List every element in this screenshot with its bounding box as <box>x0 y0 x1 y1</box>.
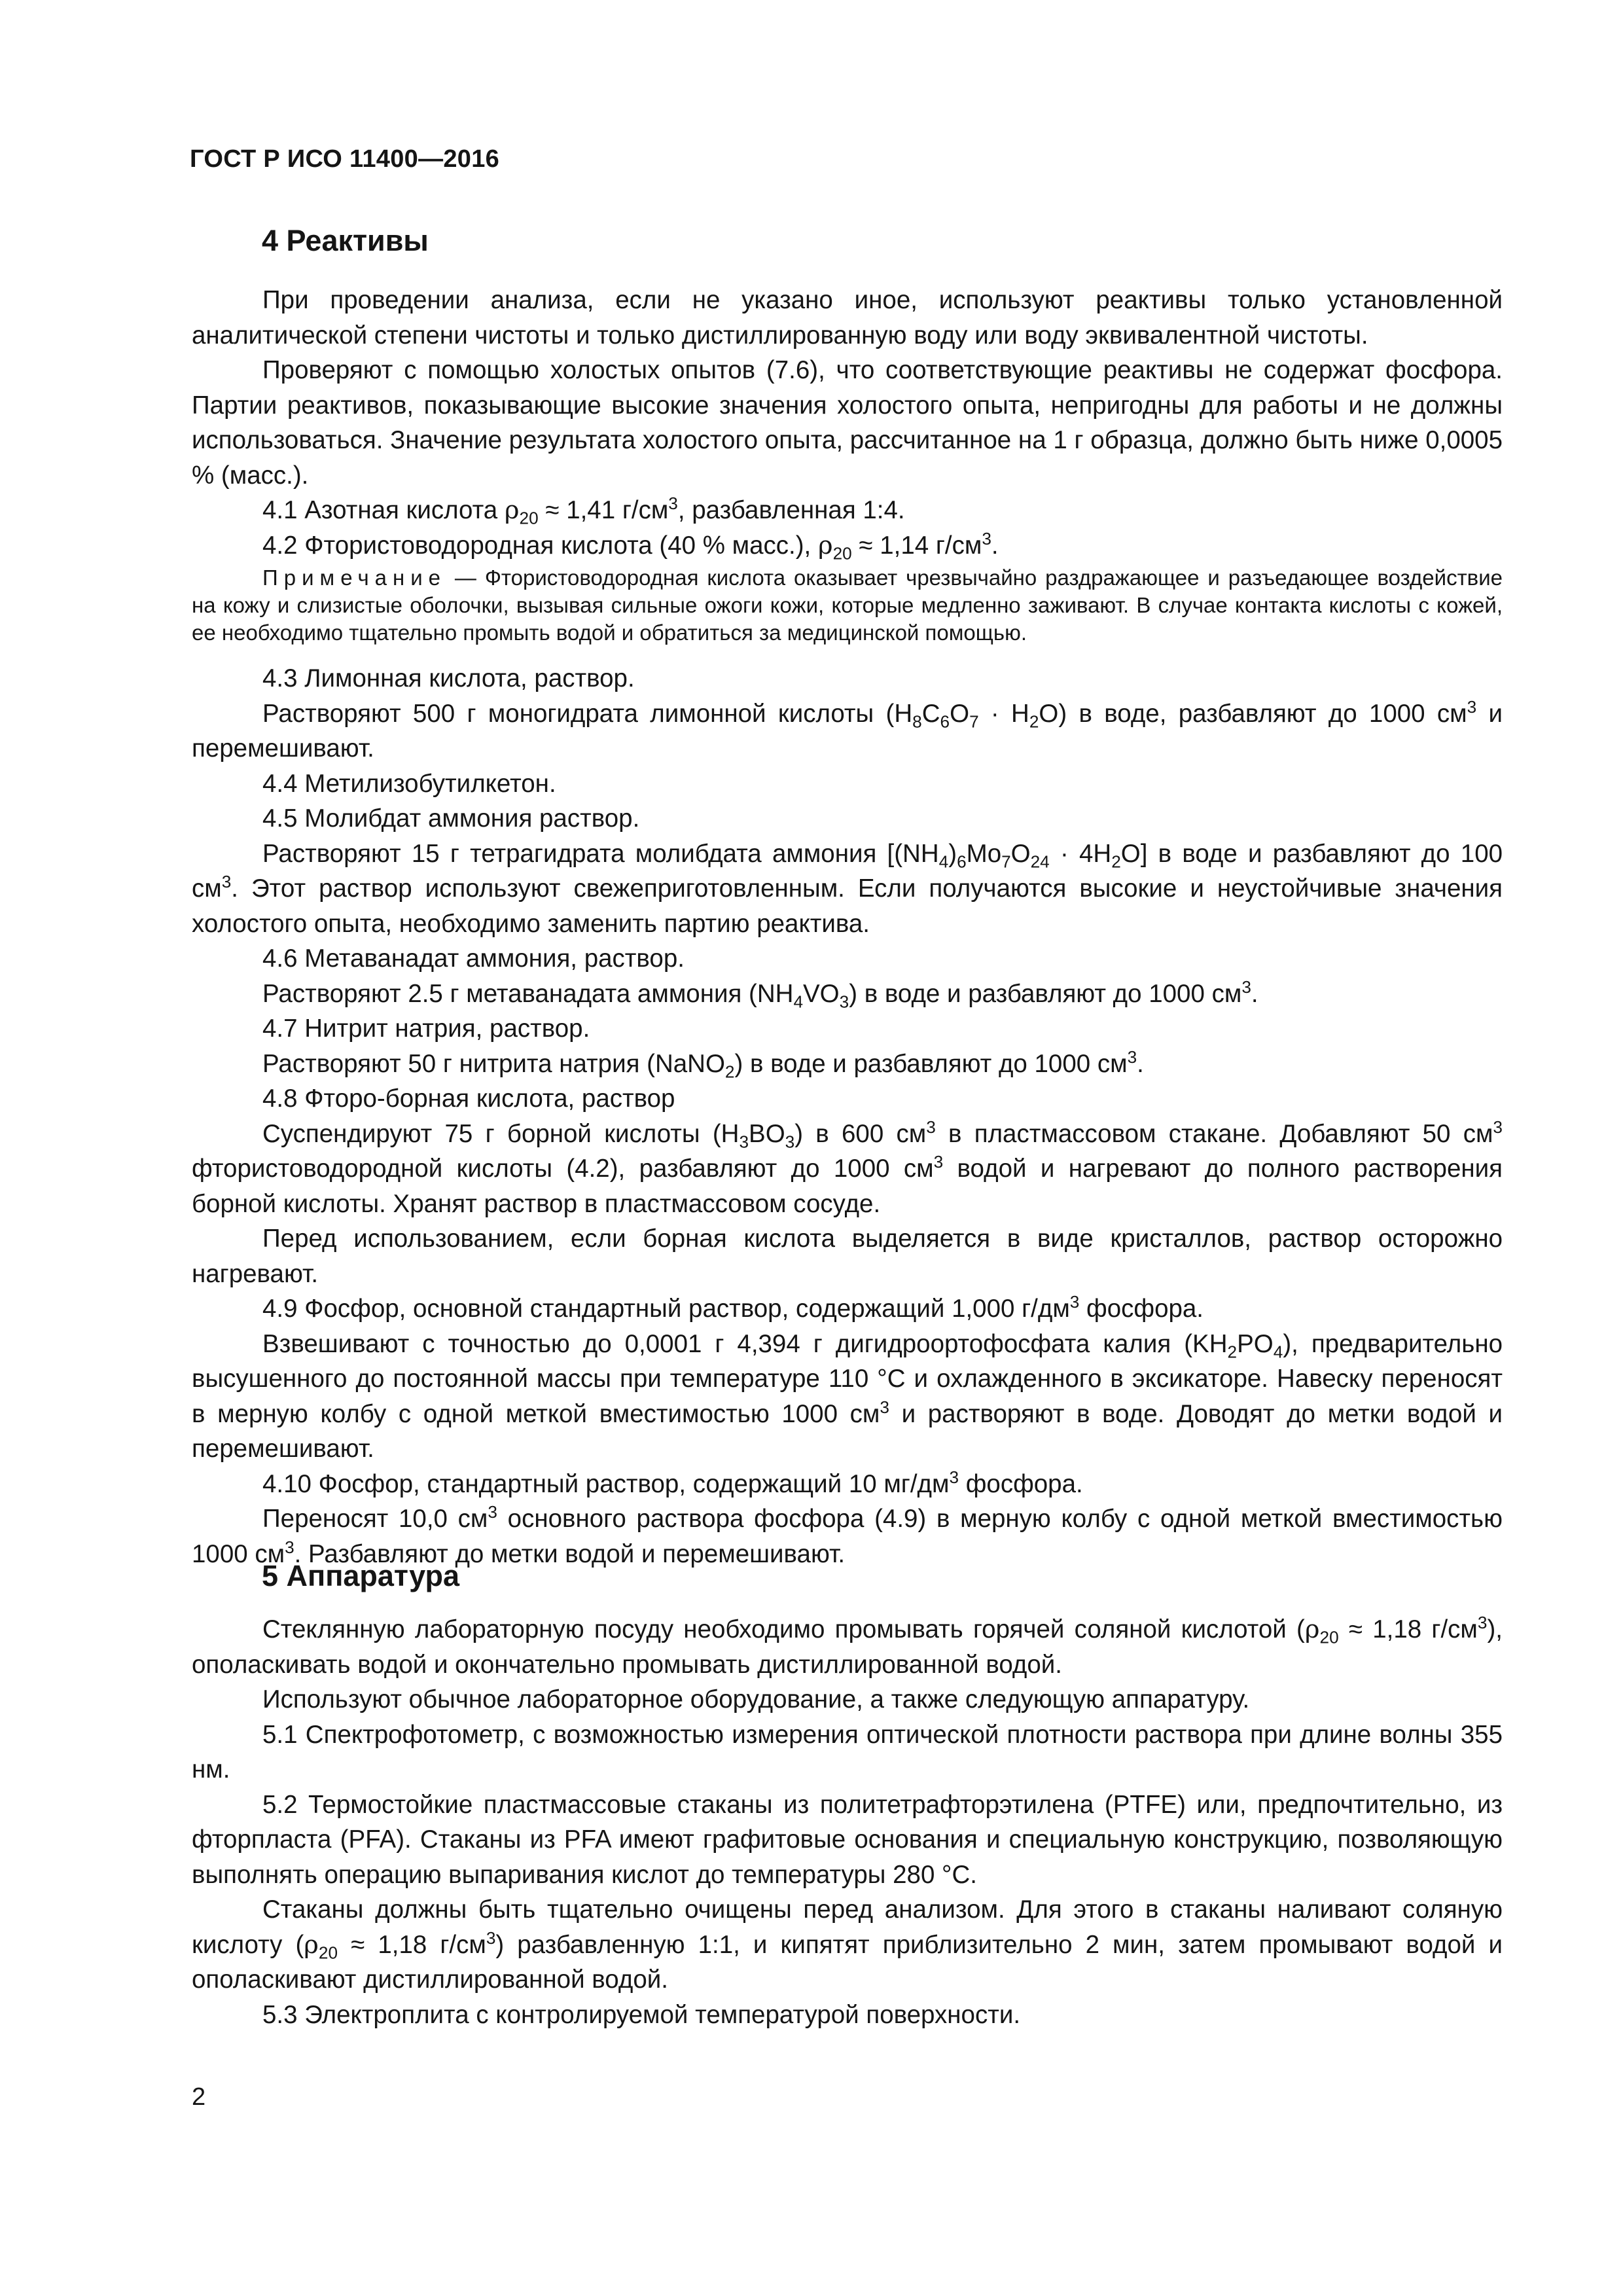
section-title-apparatus: 5 Аппаратура <box>262 1559 460 1592</box>
paragraph: Растворяют 15 г тетрагидрата молибдата аммония $[(NH_4)_6Mo_7O_{24} \cdot 4H_2O]$ в воде и разбавляют до 100 $см^3$. Этот раствор используют свежеприготовленным. Если получаются высокие и неустойчивые значения холостого опыта, необходимо заменить партию реактива. <box>192 839 1503 938</box>
item-4-2: 4.2 Фтористоводородная кислота (40 % масс.), $\rho_{20} \approx 1,14$ $г/см^3$. <box>262 528 999 564</box>
note-label: Примечание <box>262 565 447 590</box>
item-4-5: 4.5 Молибдат аммония раствор. <box>262 804 640 833</box>
paragraph: Переносят 10,0 $см^3$ основного раствора фосфора (4.9) в мерную колбу с одной меткой вместимостью 1000 $см^3$. Разбавляют до метки водой и перемешивают. <box>192 1502 1503 1568</box>
item-4-1: 4.1 Азотная кислота $\rho_{20} \approx 1,41$ $г/см^3$, разбавленная 1:4. <box>262 493 905 528</box>
paragraph: Стаканы должны быть тщательно очищены перед анализом. Для этого в стаканы наливают соляную кислоту ($\rho_{20} \approx 1,18$ $г/см^3$) разбавленную 1:1, и кипятят приблизительно 2 мин, затем промывают водой и ополаскивают дистиллированной водой. <box>192 1895 1503 1994</box>
item-5-3: 5.3 Электроплита с контролируемой температурой поверхности. <box>262 2000 1021 2029</box>
item-5-1: 5.1 Спектрофотометр, с возможностью измерения оптической плотности раствора при длине волны 355 нм. <box>192 1720 1503 1784</box>
item-4-4: 4.4 Метилизобутилкетон. <box>262 769 556 798</box>
paragraph: Перед использованием, если борная кислота выделяется в виде кристаллов, раствор осторожно нагревают. <box>192 1225 1503 1288</box>
section-4-intro <box>192 283 1503 563</box>
section-title-reagents: 4 Реактивы <box>262 224 429 257</box>
paragraph: Растворяют 50 г нитрита натрия (NaNO$_2$) в воде и разбавляют до 1000 $см^3$. <box>262 1047 1144 1082</box>
paragraph: Проверяют с помощью холостых опытов (7.6), что соответствующие реактивы не содержат фосфора. Партии реактивов, показывающие высокие значения холостого опыта, непригодны для работы и не должны использоваться. Значение результата холостого опыта, рассчитанное на 1 г образца, должно быть ниже 0,0005 % (масс.). <box>192 356 1503 490</box>
paragraph: Суспендируют 75 г борной кислоты $(H_3BO_3)$ в 600 $см^3$ в пластмассовом стакане. Добавляют 50 $см^3$ фтористоводородной кислоты (4.2), разбавляют до 1000 $см^3$ водой и нагревают до полного растворения борной кислоты. Хранят раствор в пластмассовом сосуде. <box>192 1117 1503 1218</box>
item-5-2: 5.2 Термостойкие пластмассовые стаканы из политетрафторэтилена (PTFE) или, предпочтительно, из фторпласта (PFA). Стаканы из PFA имеют графитовые основания и специальную конструкцию, позволяющую выполнять операцию выпаривания кислот до температуры 280 °C. <box>192 1790 1503 1889</box>
paragraph: Взвешивают с точностью до 0,0001 г 4,394 г дигидроортофосфата калия $(KH_2PO_4)$, предварительно высушенного до постоянной массы при температуре 110 °C и охлажденного в эксикаторе. Навеску переносят в мерную колбу с одной меткой вместимостью 1000 $см^3$ и растворяют в воде. Доводят до метки водой и перемешивают. <box>192 1329 1503 1463</box>
note-text: — Фтористоводородная кислота оказывает чрезвычайно раздражающее и разъедающее воздействие на кожу и слизистые оболочки, вызывая сильные ожоги кожи, которые медленно заживают. В случае контакта кислоты с кожей, ее необходимо тщательно промыть водой и обратиться за медицинской помощью. <box>192 565 1503 645</box>
item-4-3: 4.3 Лимонная кислота, раствор. <box>262 664 635 692</box>
note <box>192 564 1503 647</box>
paragraph: Растворяют 500 г моногидрата лимонной кислоты $(H_8C_6O_7 \cdot H_2O)$ в воде, разбавляют до 1000 $см^3$ и перемешивают. <box>192 696 1503 762</box>
paragraph: Используют обычное лабораторное оборудование, а также следующую аппаратуру. <box>262 1685 1250 1713</box>
item-4-10: 4.10 Фосфор, стандартный раствор, содержащий 10 $мг/дм^3$ фосфора. <box>262 1467 1083 1498</box>
paragraph: Растворяют 2.5 г метаванадата аммония $(NH_4VO_3)$ в воде и разбавляют до 1000 $см^3$. <box>262 977 1258 1012</box>
paragraph: При проведении анализа, если не указано иное, используют реактивы только установленной аналитической степени чистоты и только дистиллированную воду или воду эквивалентной чистоты. <box>192 286 1503 350</box>
document-header: ГОСТ Р ИСО 11400—2016 <box>190 145 500 173</box>
section-5-body <box>192 1612 1503 2032</box>
item-4-9: 4.9 Фосфор, основной стандартный раствор, содержащий 1,000 $г/дм^3$ фосфора. <box>262 1292 1204 1323</box>
section-4-items <box>192 661 1503 1571</box>
paragraph: Стеклянную лабораторную посуду необходимо промывать горячей соляной кислотой ($\rho_{20} \approx 1,18$ $г/см^3$), ополаскивать водой и окончательно промывать дистиллированной водой. <box>192 1613 1503 1679</box>
item-4-7: 4.7 Нитрит натрия, раствор. <box>262 1014 590 1043</box>
item-4-6: 4.6 Метаванадат аммония, раствор. <box>262 944 685 973</box>
item-4-8: 4.8 Фторо-борная кислота, раствор <box>262 1085 675 1113</box>
page-number: 2 <box>192 2083 206 2111</box>
